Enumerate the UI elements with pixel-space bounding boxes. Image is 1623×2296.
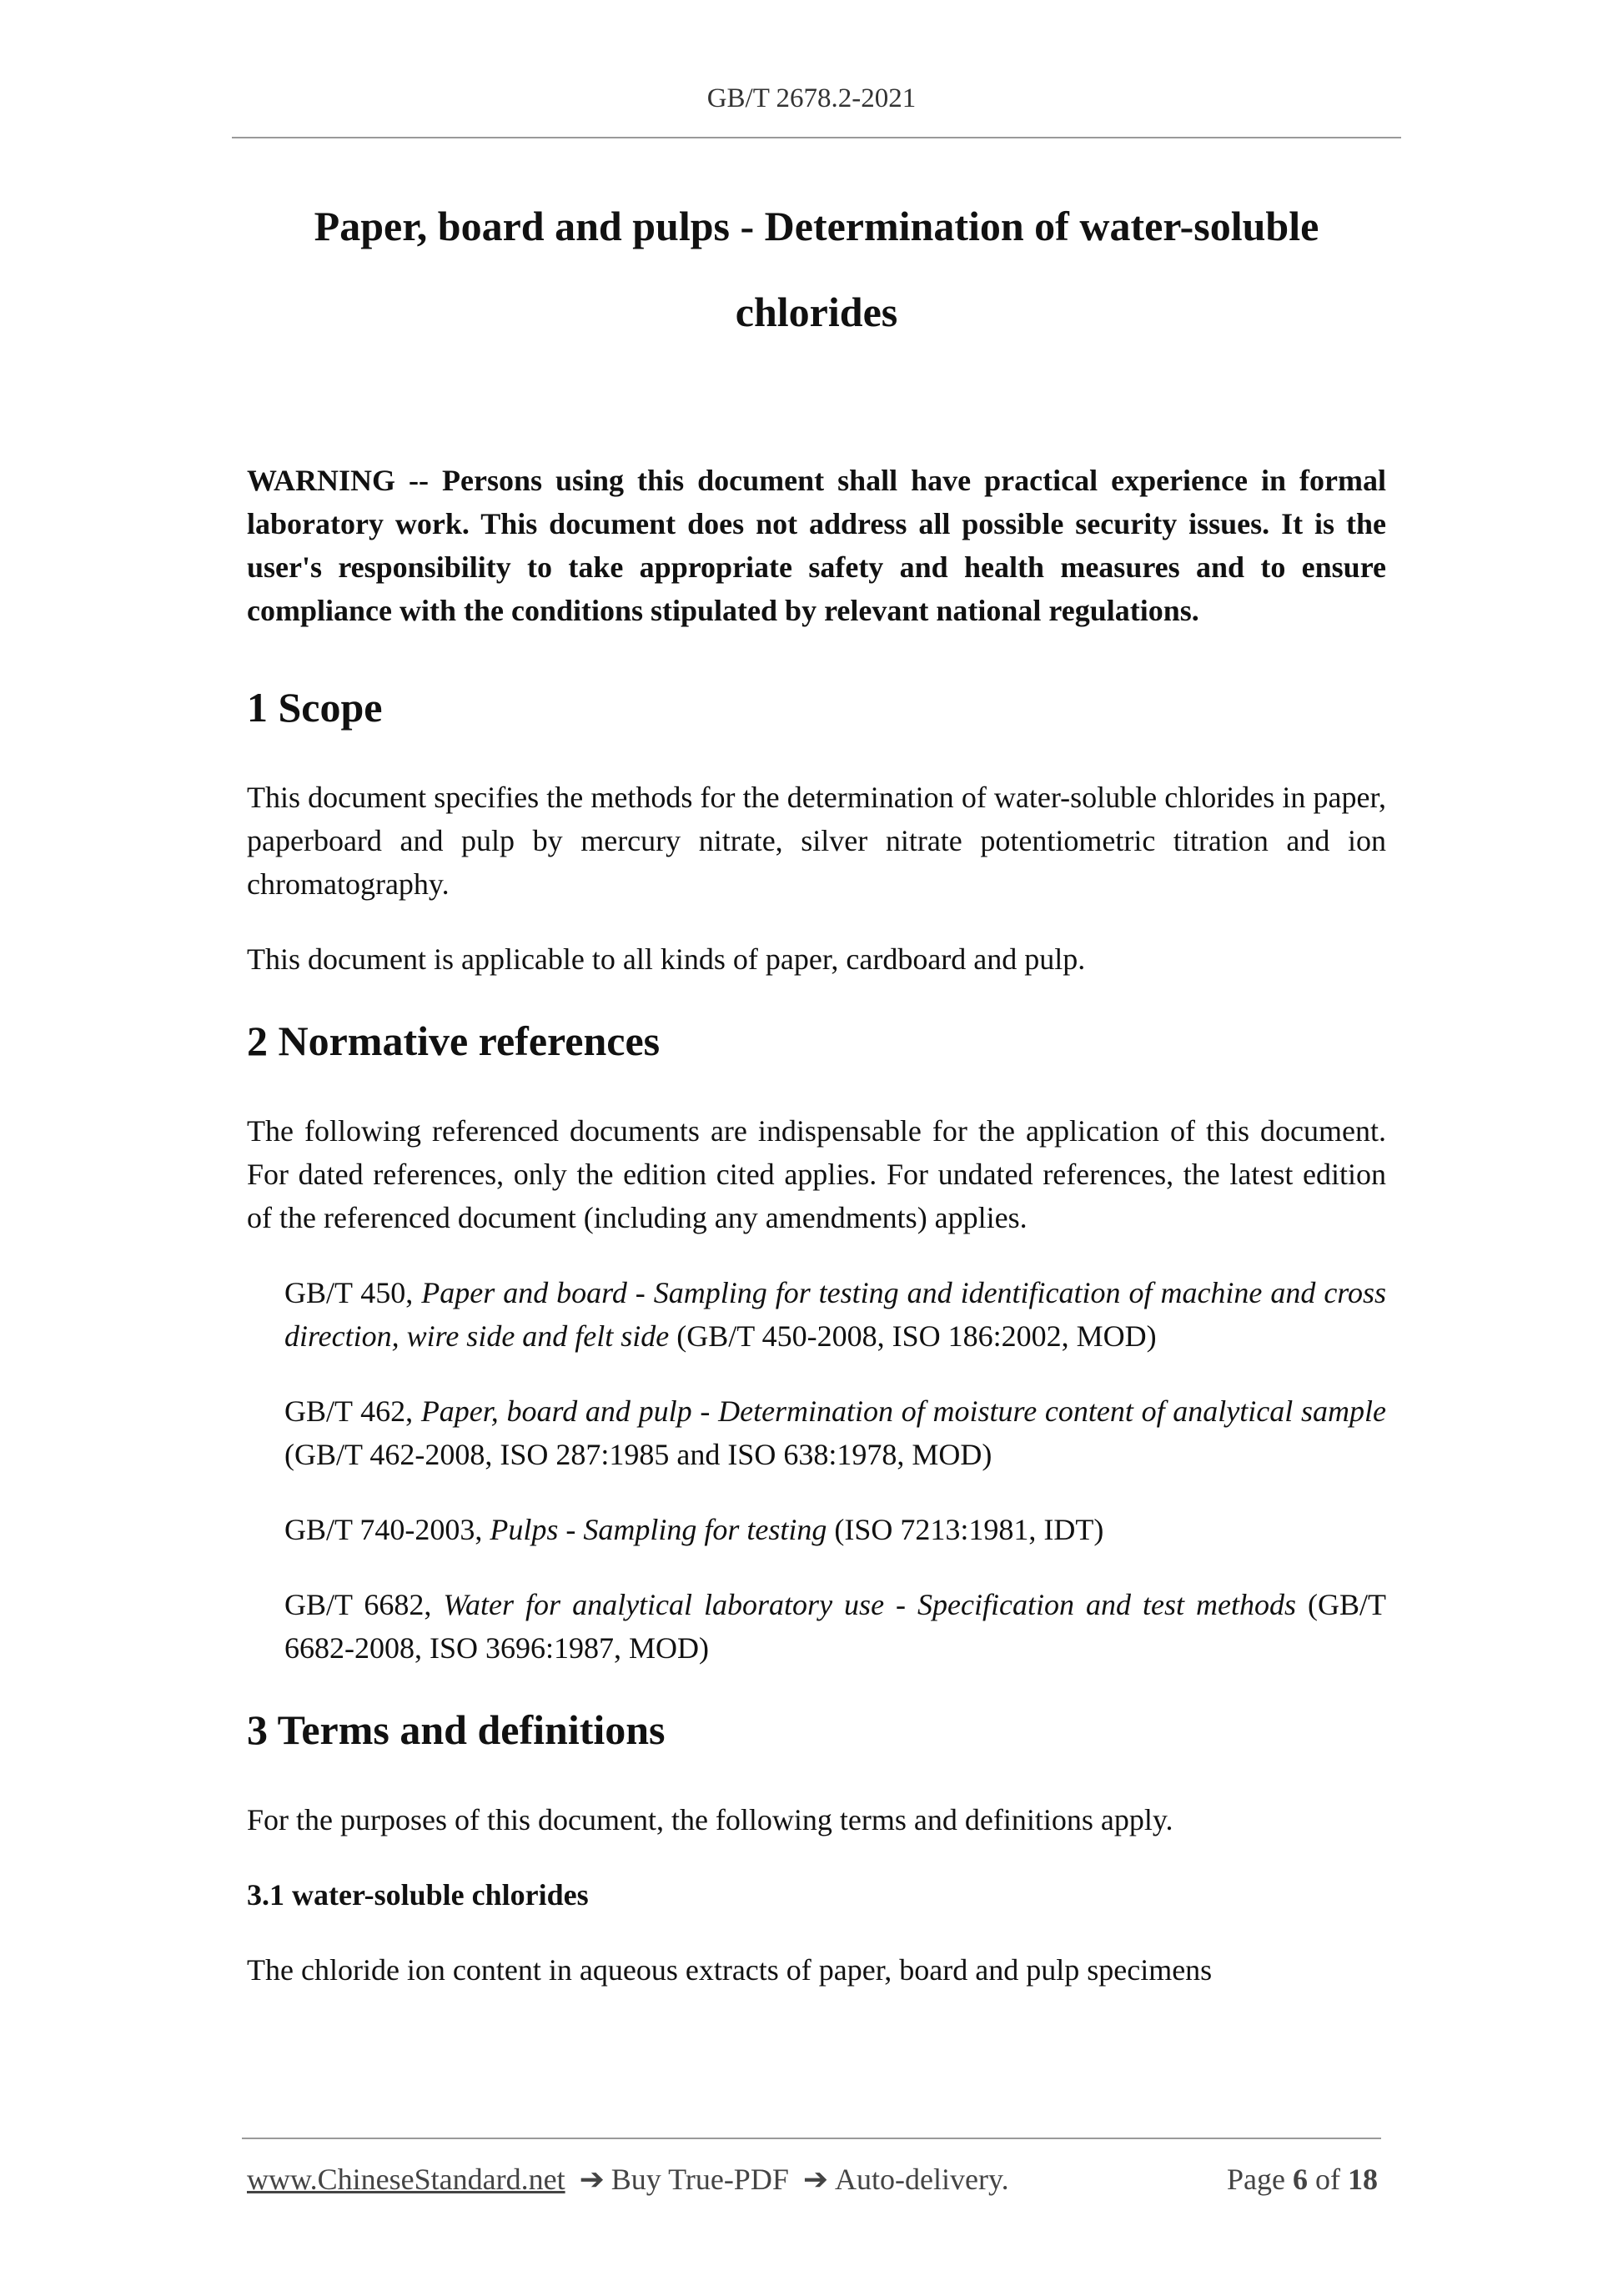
document-title-line-1: Paper, board and pulps - Determination of water-soluble <box>314 203 1319 249</box>
header-divider <box>232 137 1401 138</box>
reference-title: Water for analytical laboratory use - Specification and test methods <box>443 1588 1296 1621</box>
reference-note: (ISO 7213:1981, IDT) <box>827 1513 1104 1546</box>
reference-note: (GB/T 462-2008, ISO 287:1985 and ISO 638:1978, MOD) <box>284 1438 992 1471</box>
page-number-indicator <box>1227 2158 1378 2200</box>
footer-promo <box>247 2158 1009 2200</box>
term-definition-text: The chloride ion content in aqueous extracts of paper, board and pulp specimens <box>247 1953 1213 1987</box>
warning-notice: WARNING -- Persons using this document shall have practical experience in formal laboratory work. This document does not address all possible security issues. It is the user's responsibility to take appropriate safety and health measures and to ensure compliance with the conditions stipulated by relevant national regulations. <box>247 464 1386 627</box>
normative-intro-paragraph: The following referenced documents are indispensable for the application of this document. For dated references, only the edition cited applies. For undated references, the latest edition of the referenced document (including any amendments) applies. <box>247 1114 1386 1234</box>
reference-item <box>284 1583 1386 1670</box>
scope-paragraph-2: This document is applicable to all kinds of paper, cardboard and pulp. <box>247 942 1086 976</box>
reference-code: GB/T 462, <box>284 1394 421 1428</box>
reference-item <box>284 1271 1386 1358</box>
reference-note: (GB/T 450-2008, ISO 186:2002, MOD) <box>669 1319 1157 1353</box>
reference-code: GB/T 740-2003, <box>284 1513 490 1546</box>
page-content <box>247 183 1386 1992</box>
page-label: Page <box>1227 2163 1285 2196</box>
current-page-number: 6 <box>1293 2163 1308 2196</box>
term-heading-water-soluble-chlorides: 3.1 water-soluble chlorides <box>247 1878 589 1912</box>
reference-title: Paper, board and pulp - Determination of moisture content of analytical sample <box>420 1394 1386 1428</box>
reference-note: (GB/T 6682-2008, ISO 3696:1987, MOD) <box>284 1588 1386 1665</box>
running-header: GB/T 2678.2-2021 <box>706 83 917 113</box>
reference-title: Paper and board - Sampling for testing and identification of machine and cross direction, wire side and felt side <box>284 1276 1386 1353</box>
terms-intro-paragraph: For the purposes of this document, the following terms and definitions apply. <box>247 1803 1173 1836</box>
reference-title: Pulps - Sampling for testing <box>490 1513 827 1546</box>
footer-divider <box>242 2138 1381 2139</box>
reference-item <box>284 1508 1386 1551</box>
auto-delivery-text: Auto-delivery. <box>835 2163 1009 2196</box>
section-heading-scope: 1 Scope <box>247 684 383 731</box>
reference-code: GB/T 6682, <box>284 1588 444 1621</box>
total-pages-number: 18 <box>1348 2163 1378 2196</box>
of-label: of <box>1315 2163 1340 2196</box>
chinesestandard-link[interactable]: www.ChineseStandard.net <box>247 2163 565 2196</box>
buy-true-pdf-text: Buy True-PDF <box>611 2163 789 2196</box>
section-heading-normative-references: 2 Normative references <box>247 1017 661 1064</box>
scope-paragraph-1: This document specifies the methods for the determination of water-soluble chlorides in paper, paperboard and pulp by mercury nitrate, silver nitrate potentiometric titration and ion chromatography. <box>247 781 1386 901</box>
document-title-line-2: chlorides <box>735 289 898 335</box>
reference-item <box>284 1389 1386 1476</box>
section-heading-terms-and-definitions: 3 Terms and definitions <box>247 1706 666 1753</box>
arrow-right-icon: ➔ <box>802 2163 829 2196</box>
reference-code: GB/T 450, <box>284 1276 422 1309</box>
arrow-right-icon: ➔ <box>579 2163 605 2196</box>
document-title <box>247 183 1386 355</box>
